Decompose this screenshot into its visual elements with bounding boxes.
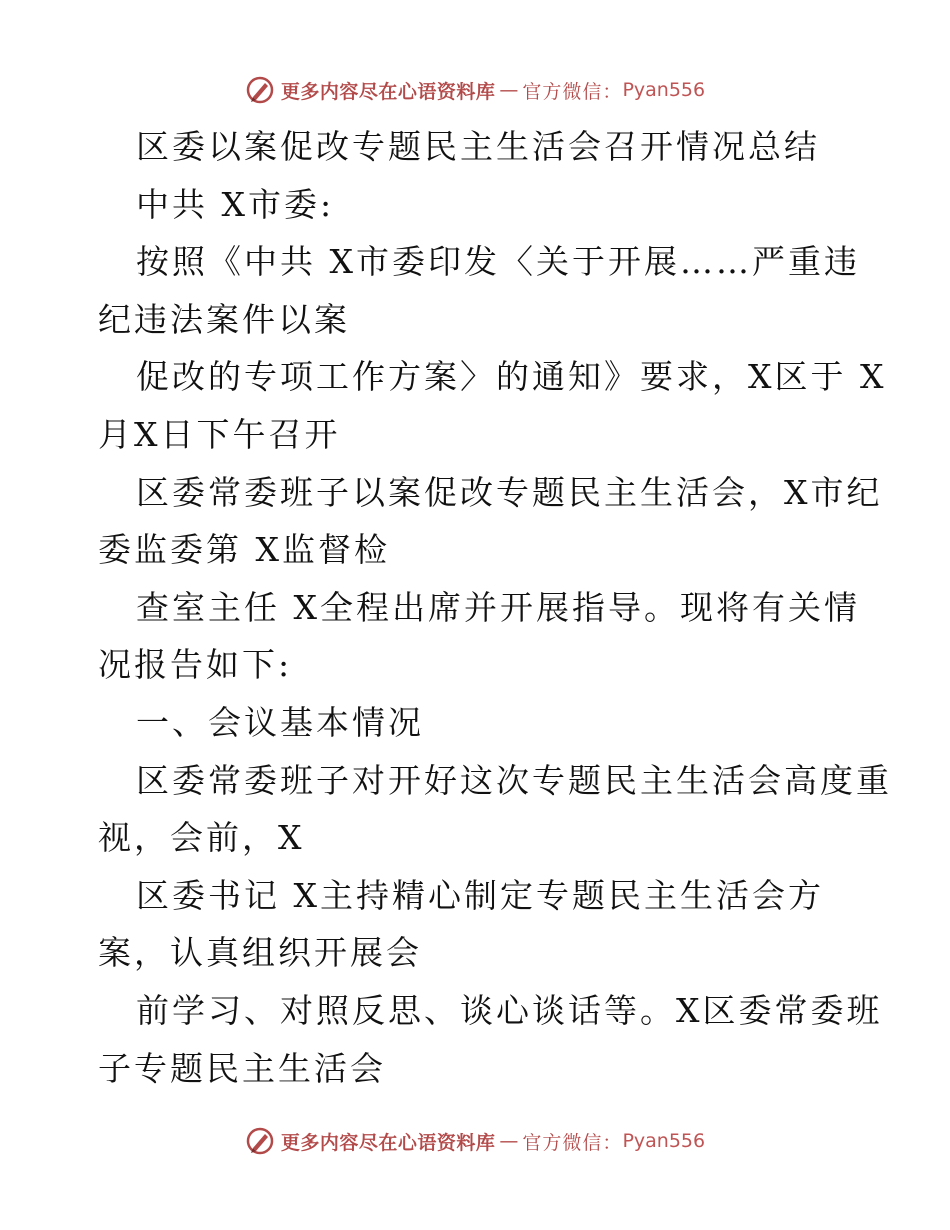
watermark-lead-text: 更多内容尽在心语资料库 bbox=[280, 80, 496, 103]
footer-watermark bbox=[0, 1121, 950, 1161]
body-line: 前学习、对照反思、谈心谈话等。X区委常委班 bbox=[136, 990, 883, 1030]
body-line: 案，认真组织开展会 bbox=[98, 933, 422, 973]
watermark-wechat-id: Pyan556 bbox=[622, 79, 706, 101]
watermark-wechat-id: Pyan556 bbox=[622, 1130, 706, 1152]
body-line: 纪违法案件以案 bbox=[98, 299, 350, 339]
body-line: 按照《中共 X市委印发〈关于开展……严重违 bbox=[136, 242, 860, 282]
body-line: 视，会前，X bbox=[98, 818, 305, 858]
watermark-separator: — bbox=[499, 79, 519, 101]
body-line: 区委书记 X主持精心制定专题民主生活会方 bbox=[136, 875, 824, 915]
body-line: 区委常委班子以案促改专题民主生活会，X市纪 bbox=[136, 472, 883, 512]
pen-logo-icon bbox=[245, 1126, 275, 1156]
body-line: 月X日下午召开 bbox=[98, 414, 341, 454]
body-line: 促改的专项工作方案〉的通知》要求，X区于 X bbox=[136, 357, 887, 397]
body-line: 委监委第 X监督检 bbox=[98, 530, 390, 570]
header-watermark bbox=[0, 70, 950, 110]
body-line: 查室主任 X全程出席并开展指导。现将有关情 bbox=[136, 587, 860, 627]
document-body bbox=[98, 118, 892, 1097]
watermark-official-label: 官方微信： bbox=[522, 80, 623, 103]
pen-logo-icon bbox=[245, 75, 275, 105]
body-line: 区委常委班子对开好这次专题民主生活会高度重 bbox=[136, 760, 892, 800]
body-line: 况报告如下: bbox=[98, 645, 293, 685]
watermark-lead-text: 更多内容尽在心语资料库 bbox=[280, 1131, 496, 1154]
body-line: 子专题民主生活会 bbox=[98, 1048, 386, 1088]
watermark-separator: — bbox=[499, 1130, 519, 1152]
section-heading: 一、会议基本情况 bbox=[136, 702, 424, 742]
document-title: 区委以案促改专题民主生活会召开情况总结 bbox=[136, 127, 820, 166]
salutation-line: 中共 X市委: bbox=[136, 184, 335, 224]
watermark-official-label: 官方微信： bbox=[522, 1131, 623, 1154]
